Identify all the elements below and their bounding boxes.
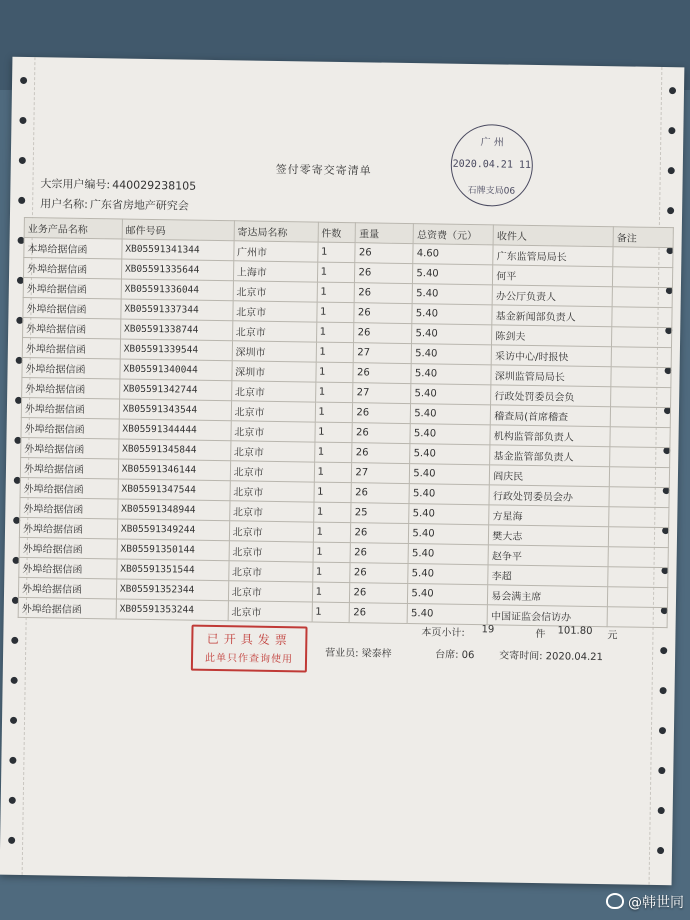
weight-cell: 26 [352, 423, 410, 444]
postage-cell: 5.40 [408, 584, 488, 605]
weight-cell: 26 [353, 403, 411, 424]
mail-number-cell: XB05591347544 [118, 479, 230, 501]
count-cell: 1 [312, 602, 350, 623]
recipient-cell: 广东监管局局长 [493, 245, 613, 267]
product-cell: 外埠给据信函 [23, 297, 121, 319]
destination-cell: 北京市 [229, 541, 313, 562]
product-cell: 外埠给据信函 [22, 337, 120, 359]
destination-cell: 北京市 [231, 381, 315, 402]
tractor-hole [9, 757, 16, 764]
mail-number-cell: XB05591348944 [118, 499, 230, 521]
tractor-hole [658, 807, 665, 814]
destination-cell: 北京市 [228, 601, 312, 622]
mail-number-cell: XB05591337344 [121, 299, 233, 321]
remarks-cell [611, 347, 671, 368]
product-cell: 外埠给据信函 [18, 577, 116, 599]
clerk-line [325, 644, 392, 660]
subtotal-unit: 件 [535, 629, 546, 641]
mail-number-cell: XB05591353244 [116, 599, 228, 621]
recipient-cell: 方星海 [489, 505, 609, 527]
recipient-cell: 何平 [493, 265, 613, 287]
recipient-cell: 稽查局(首席稽查 [491, 405, 611, 427]
destination-cell: 北京市 [229, 501, 313, 522]
product-cell: 外埠给据信函 [18, 597, 116, 619]
count-cell: 1 [316, 302, 354, 323]
product-cell: 外埠给据信函 [20, 457, 118, 479]
product-cell: 外埠给据信函 [24, 257, 122, 279]
submit-time-label: 交寄时间: [499, 650, 543, 663]
desk-number: 06 [461, 649, 475, 662]
tractor-hole [657, 847, 664, 854]
destination-cell: 深圳市 [232, 341, 316, 362]
invoice-stamp-line2: 此单只作查询使用 [204, 652, 294, 666]
subtotal-amount: 101.80 [557, 625, 593, 637]
weight-cell: 27 [353, 383, 411, 404]
mail-number-cell: XB05591352344 [116, 579, 228, 601]
recipient-cell: 采访中心/时报快 [491, 345, 611, 367]
count-cell: 1 [317, 262, 355, 283]
product-cell: 外埠给据信函 [21, 417, 119, 439]
tractor-hole [668, 127, 675, 134]
product-cell: 外埠给据信函 [19, 517, 117, 539]
recipient-cell: 陈剑夫 [492, 325, 612, 347]
destination-cell: 北京市 [231, 401, 315, 422]
postage-cell: 5.40 [409, 504, 489, 525]
destination-cell: 北京市 [230, 441, 314, 462]
product-cell: 外埠给据信函 [20, 477, 118, 499]
remarks-cell [613, 247, 673, 268]
recipient-cell: 基金新闻部负责人 [492, 305, 612, 327]
count-cell: 1 [313, 522, 351, 543]
clerk-name: 梁泰梓 [361, 648, 392, 660]
product-cell: 外埠给据信函 [23, 277, 121, 299]
weight-cell: 26 [351, 523, 409, 544]
postmark-stamp [450, 124, 533, 207]
count-cell: 1 [316, 322, 354, 343]
postage-cell: 5.40 [409, 484, 489, 505]
remarks-cell [608, 527, 668, 548]
destination-cell: 广州市 [233, 241, 317, 262]
product-cell: 外埠给据信函 [22, 357, 120, 379]
customer-name-line [40, 195, 189, 213]
remarks-cell [607, 587, 667, 608]
mail-number-cell: XB05591341344 [122, 239, 234, 261]
destination-cell: 北京市 [228, 561, 312, 582]
product-cell: 外埠给据信函 [20, 497, 118, 519]
destination-cell: 北京市 [230, 461, 314, 482]
postage-cell: 5.40 [411, 364, 491, 385]
desk-line [435, 645, 475, 661]
tractor-hole [667, 207, 674, 214]
postage-cell: 5.40 [408, 564, 488, 585]
count-cell: 1 [317, 282, 355, 303]
product-cell: 外埠给据信函 [21, 437, 119, 459]
header-product: 业务产品名称 [24, 217, 122, 239]
weight-cell: 27 [352, 463, 410, 484]
postmark-datetime: 2020.04.21 11 [452, 158, 532, 171]
count-cell: 1 [314, 462, 352, 483]
destination-cell: 北京市 [233, 281, 317, 302]
weight-cell: 26 [351, 483, 409, 504]
mailing-list-document [0, 57, 684, 885]
mail-number-cell: XB05591350144 [117, 539, 229, 561]
desk-label: 台席: [435, 649, 459, 661]
header-mail-number: 邮件号码 [122, 219, 234, 241]
destination-cell: 北京市 [233, 301, 317, 322]
recipient-cell: 行政处罚委员会负 [491, 385, 611, 407]
postage-cell: 5.40 [411, 404, 491, 425]
remarks-cell [610, 447, 670, 468]
remarks-cell [609, 467, 669, 488]
header-count: 件数 [318, 222, 356, 243]
count-cell: 1 [313, 542, 351, 563]
postage-cell: 5.40 [410, 424, 490, 445]
weight-cell: 25 [351, 503, 409, 524]
customer-label: 用户名称: [40, 197, 88, 211]
tractor-hole [11, 637, 18, 644]
postage-cell: 5.40 [410, 464, 490, 485]
product-cell: 外埠给据信函 [22, 377, 120, 399]
recipient-cell: 办公厅负责人 [492, 285, 612, 307]
product-cell: 本埠给据信函 [24, 237, 122, 259]
weight-cell: 26 [353, 363, 411, 384]
product-cell: 外埠给据信函 [21, 397, 119, 419]
count-cell: 1 [314, 442, 352, 463]
weibo-icon [606, 893, 624, 909]
postage-cell: 5.40 [408, 544, 488, 565]
recipient-cell: 易会满主席 [488, 585, 608, 607]
remarks-cell [609, 507, 669, 528]
tractor-hole [669, 87, 676, 94]
count-cell: 1 [315, 382, 353, 403]
weight-cell: 26 [355, 263, 413, 284]
count-cell: 1 [315, 362, 353, 383]
postage-cell: 5.40 [409, 524, 489, 545]
destination-cell: 北京市 [228, 581, 312, 602]
tractor-hole [660, 687, 667, 694]
header-recipient: 收件人 [493, 225, 613, 247]
submit-time-line [499, 646, 603, 663]
header-remarks: 备注 [613, 227, 673, 248]
destination-cell: 北京市 [231, 421, 315, 442]
weight-cell: 26 [350, 583, 408, 604]
invoice-stamp-line1: 已开具发票 [206, 631, 292, 648]
destination-cell: 北京市 [229, 521, 313, 542]
postmark-city: 广 州 [480, 137, 504, 149]
tractor-hole [8, 837, 15, 844]
mail-number-cell: XB05591338744 [120, 319, 232, 341]
document-title: 签付零寄交寄清单 [275, 162, 372, 178]
postage-cell: 5.40 [410, 444, 490, 465]
postage-cell: 4.60 [413, 244, 493, 265]
postage-cell: 5.40 [407, 604, 487, 625]
postmark-branch: 石牌支局06 [467, 185, 516, 197]
mail-number-cell: XB05591351544 [117, 559, 229, 581]
mail-number-cell: XB05591343544 [119, 399, 231, 421]
count-cell: 1 [315, 402, 353, 423]
account-label: 大宗用户编号: [40, 177, 111, 192]
tractor-hole [18, 197, 25, 204]
recipient-cell: 中国证监会信访办 [487, 605, 607, 627]
weight-cell: 26 [355, 243, 413, 264]
mail-number-cell: XB05591335644 [121, 259, 233, 281]
recipient-cell: 阎庆民 [490, 465, 610, 487]
header-postage: 总资费（元） [413, 224, 493, 245]
count-cell: 1 [314, 482, 352, 503]
count-cell: 1 [312, 582, 350, 603]
product-cell: 外埠给据信函 [19, 537, 117, 559]
postage-cell: 5.40 [412, 284, 492, 305]
weibo-watermark [606, 892, 684, 912]
weight-cell: 26 [355, 283, 413, 304]
count-cell: 1 [317, 242, 355, 263]
recipient-cell: 赵争平 [488, 545, 608, 567]
weight-cell: 26 [350, 603, 408, 624]
recipient-cell: 深圳监管局局长 [491, 365, 611, 387]
header-destination: 寄达局名称 [234, 221, 318, 242]
header-weight: 重量 [356, 223, 414, 244]
destination-cell: 北京市 [230, 481, 314, 502]
count-cell: 1 [313, 502, 351, 523]
weight-cell: 27 [354, 343, 412, 364]
weight-cell: 26 [350, 563, 408, 584]
tractor-hole [20, 77, 27, 84]
remarks-cell [610, 407, 670, 428]
recipient-cell: 李超 [488, 565, 608, 587]
count-cell: 1 [312, 562, 350, 583]
postage-cell: 5.40 [412, 304, 492, 325]
product-cell: 外埠给据信函 [23, 317, 121, 339]
mail-number-cell: XB05591349244 [117, 519, 229, 541]
tractor-hole [658, 767, 665, 774]
remarks-cell [611, 387, 671, 408]
remarks-cell [608, 547, 668, 568]
customer-name: 广东省房地产研究会 [89, 198, 189, 213]
account-number: 440029238105 [112, 178, 197, 193]
tractor-hole [668, 167, 675, 174]
postage-cell: 5.40 [413, 264, 493, 285]
weight-cell: 26 [352, 443, 410, 464]
remarks-cell [612, 327, 672, 348]
remarks-cell [611, 367, 671, 388]
subtotal-label: 本页小计: [421, 627, 465, 639]
count-cell: 1 [316, 342, 354, 363]
tractor-hole [11, 677, 18, 684]
recipient-cell: 机构监管部负责人 [490, 425, 610, 447]
mail-number-cell: XB05591344444 [119, 419, 231, 441]
remarks-cell [610, 427, 670, 448]
mail-number-cell: XB05591346144 [118, 459, 230, 481]
mail-items-table [18, 217, 674, 628]
destination-cell: 上海市 [233, 261, 317, 282]
mail-number-cell: XB05591345844 [119, 439, 231, 461]
destination-cell: 深圳市 [232, 361, 316, 382]
tractor-hole [19, 157, 26, 164]
postage-cell: 5.40 [412, 324, 492, 345]
tractor-hole [660, 647, 667, 654]
weight-cell: 26 [354, 303, 412, 324]
remarks-cell [609, 487, 669, 508]
clerk-label: 营业员: [325, 647, 359, 660]
mail-number-cell: XB05591336044 [121, 279, 233, 301]
postage-cell: 5.40 [411, 384, 491, 405]
recipient-cell: 樊大志 [489, 525, 609, 547]
invoice-issued-stamp [191, 625, 308, 673]
tractor-hole [659, 727, 666, 734]
mail-number-cell: XB05591342744 [119, 379, 231, 401]
count-cell: 1 [314, 422, 352, 443]
remarks-cell [613, 267, 673, 288]
product-cell: 外埠给据信函 [19, 557, 117, 579]
recipient-cell: 基金监管部负责人 [490, 445, 610, 467]
postage-cell: 5.40 [412, 344, 492, 365]
tractor-hole [19, 117, 26, 124]
remarks-cell [607, 607, 667, 628]
mail-number-cell: XB05591339544 [120, 339, 232, 361]
remarks-cell [608, 567, 668, 588]
remarks-cell [612, 307, 672, 328]
destination-cell: 北京市 [232, 321, 316, 342]
recipient-cell: 行政处罚委员会办 [489, 485, 609, 507]
tractor-hole [9, 797, 16, 804]
remarks-cell [612, 287, 672, 308]
subtotal-count: 19 [481, 624, 495, 636]
account-number-line [40, 175, 196, 193]
submit-time: 2020.04.21 [545, 651, 604, 664]
tractor-hole [10, 717, 17, 724]
weight-cell: 26 [354, 323, 412, 344]
mail-number-cell: XB05591340044 [120, 359, 232, 381]
watermark-handle: @韩世同 [628, 895, 684, 911]
weight-cell: 26 [351, 543, 409, 564]
subtotal-currency: 元 [607, 630, 618, 642]
